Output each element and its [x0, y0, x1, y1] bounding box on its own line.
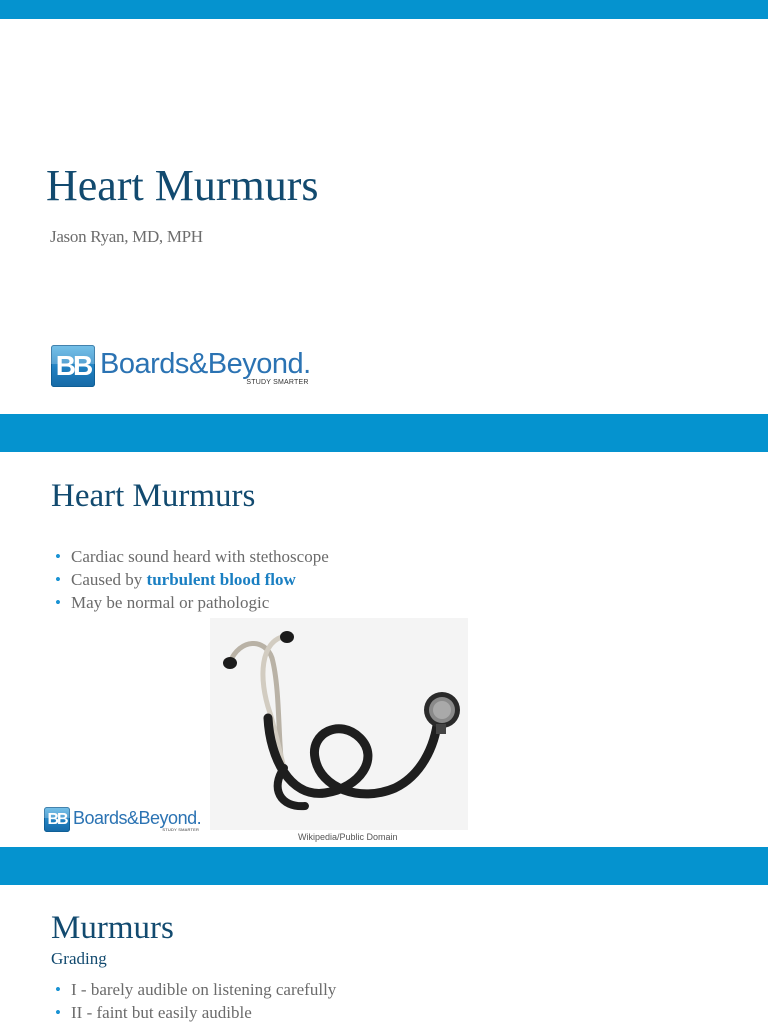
stethoscope-icon [210, 618, 468, 830]
slide-divider-2 [0, 847, 768, 885]
bb-logo-icon: BB [51, 345, 95, 387]
logo-wordmark [73, 807, 201, 832]
stethoscope-image [210, 618, 468, 830]
boards-beyond-logo-small [44, 807, 201, 832]
author-name: Jason Ryan, MD, MPH [50, 227, 203, 246]
image-credit: Wikipedia/Public Domain [298, 832, 398, 842]
logo-tagline: STUDY SMARTER [162, 827, 200, 832]
bullet-item: • II - faint but easily audible [51, 1001, 336, 1024]
bullet-item: • I - barely audible on listening carefully [51, 978, 336, 1001]
slide-divider-1 [0, 414, 768, 452]
page-title: Heart Murmurs [46, 161, 319, 210]
logo-name: Boards&Beyond. [73, 808, 202, 828]
slide-2-bullets [51, 545, 329, 614]
slide-2-title: Heart Murmurs [51, 478, 256, 514]
top-band [0, 0, 768, 19]
emphasis-text: turbulent blood flow [146, 570, 296, 589]
boards-beyond-logo [51, 345, 311, 387]
bb-logo-icon: BB [44, 807, 70, 832]
logo-wordmark [100, 345, 311, 387]
bullet-item: • May be normal or pathologic [51, 591, 329, 614]
slide-3-title: Murmurs [51, 910, 174, 946]
slide-3-subtitle: Grading [51, 949, 107, 968]
bullet-item: • Cardiac sound heard with stethoscope [51, 545, 329, 568]
logo-tagline: STUDY SMARTER [246, 379, 309, 386]
bullet-item: • Caused by turbulent blood flow [51, 568, 329, 591]
logo-name: Boards&Beyond. [100, 348, 311, 380]
slide-3-bullets [51, 978, 336, 1024]
